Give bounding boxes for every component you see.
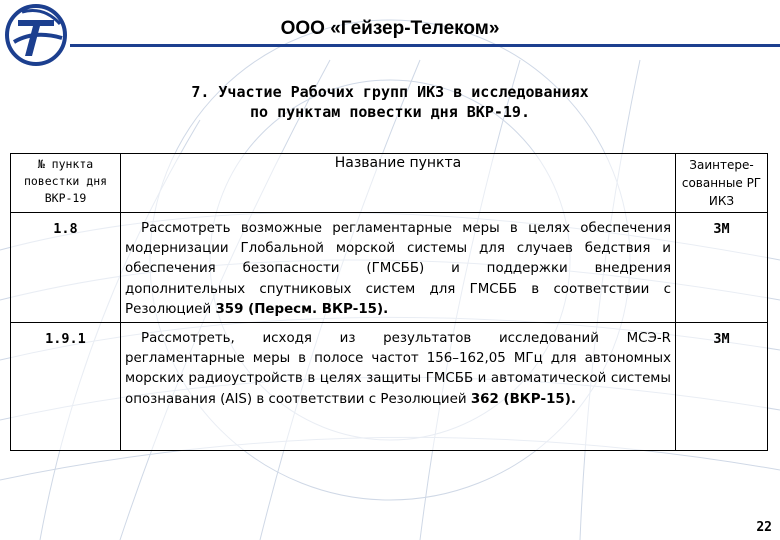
row-groups: 3М: [676, 213, 768, 323]
row-resolution-ref: 359 (Пересм. ВКР-15).: [215, 301, 389, 317]
page-number: 22: [756, 520, 772, 535]
row-description: [121, 213, 676, 323]
slide-title-line1: 7. Участие Рабочих групп ИКЗ в исследованиях: [191, 83, 589, 101]
header-groups: Заинтере-сованные РГ ИКЗ: [676, 154, 768, 213]
table-row: [11, 323, 768, 451]
row-resolution-ref: 362 (ВКР-15).: [470, 391, 576, 407]
slide-title: [0, 82, 780, 122]
row-number: 1.9.1: [11, 323, 121, 451]
header-item-name: Название пункта: [121, 154, 676, 213]
header-item-number: № пункта повестки дня ВКР-19: [11, 154, 121, 213]
slide-title-line2: по пунктам повестки дня ВКР-19.: [250, 103, 530, 121]
header-divider: [70, 44, 780, 47]
table-header-row: [11, 154, 768, 213]
table-row: [11, 213, 768, 323]
agenda-table: [10, 153, 768, 451]
row-number: 1.8: [11, 213, 121, 323]
row-description: [121, 323, 676, 451]
row-text: Рассмотреть, исходя из результатов исследований МСЭ-R регламентарные меры в полосе частот 156–162,05 МГц для автономных морских радиоустройств в целях защиты ГМСББ и автоматической системы опознавания (AIS) в соответствии с Резолюцией: [125, 331, 671, 407]
row-groups: 3М: [676, 323, 768, 451]
row-text: Рассмотреть возможные регламентарные меры в целях обеспечения модернизации Глобальной морской системы для случаев бедствия и обеспечения безопасности (ГМСББ) и поддержки внедрения дополнительных спутниковых систем для ГМСББ в соответствии с Резолюцией: [125, 221, 671, 317]
company-name: ООО «Гейзер-Телеком»: [280, 18, 500, 39]
